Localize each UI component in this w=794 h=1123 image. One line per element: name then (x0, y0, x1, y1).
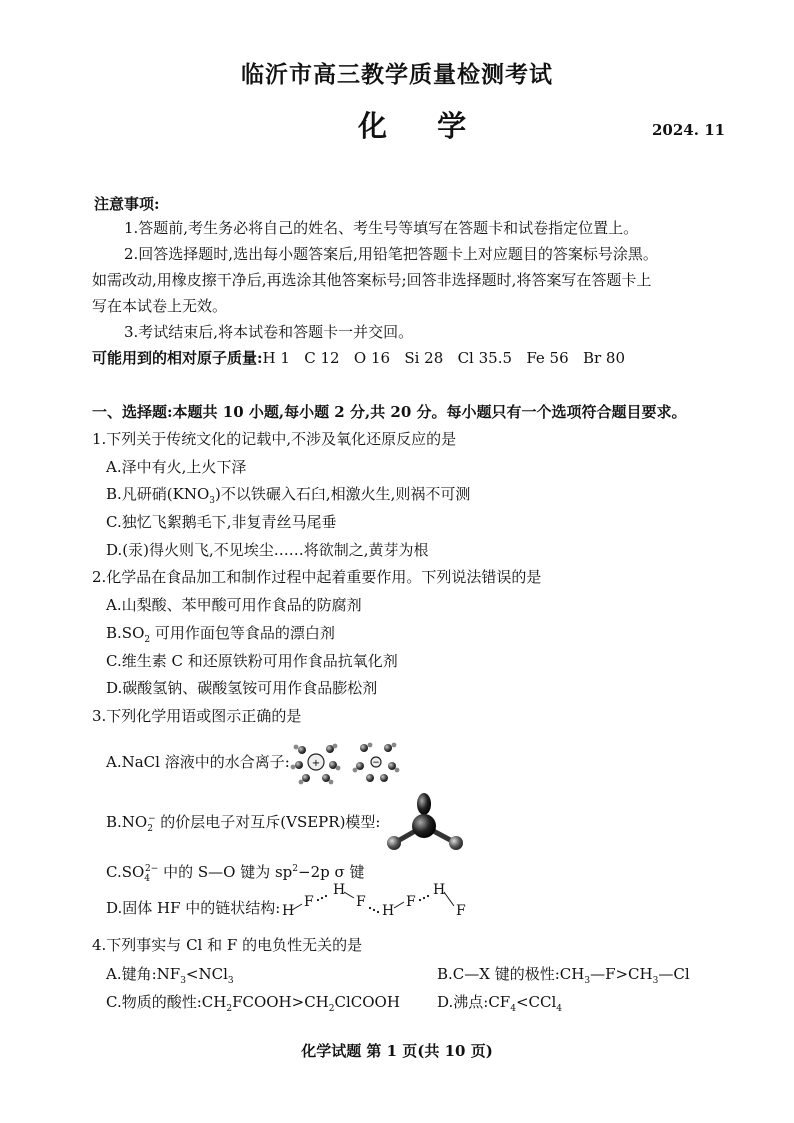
q4-stem: 4.下列事实与 Cl 和 F 的电负性无关的是 (92, 936, 363, 954)
hf-atom: H (382, 903, 395, 919)
atomic-mass-values: H 1 C 12 O 16 Si 28 Cl 35.5 Fe 56 Br 80 (262, 349, 625, 367)
anion-minus-icon: − (372, 758, 380, 768)
atomic-mass-label: 可能用到的相对原子质量: (92, 349, 263, 367)
water-molecule-icon (366, 774, 374, 782)
oxygen-atom-icon (387, 836, 401, 850)
notice-item-2-line-1: 2.回答选择题时,选出每小题答案后,用铅笔把答题卡上对应题目的答案标号涂黑。 (124, 245, 658, 263)
water-molecule-icon (388, 762, 396, 770)
cation-plus-icon: + (311, 758, 321, 769)
q2-option-b: $B.SO_2$ 可用作面包等食品的漂白剂 (106, 624, 335, 645)
page-footer: 化学试题 第 1 页(共 10 页) (301, 1042, 493, 1060)
nitrogen-atom-icon (412, 814, 436, 838)
q1-stem: 1.下列关于传统文化的记载中,不涉及氧化还原反应的是 (92, 430, 457, 448)
water-molecule-icon (360, 744, 368, 752)
vsepr-model-figure (382, 788, 472, 858)
q4-option-d: D.沸点$:CF_4<CCl_4$ (437, 993, 562, 1014)
hf-atom: H (433, 882, 446, 898)
q2-option-d: D.碳酸氢钠、碳酸氢铵可用作食品膨松剂 (106, 679, 378, 697)
q1-option-a: A.泽中有火,上火下泽 (106, 458, 247, 476)
hf-chain-figure (278, 880, 468, 920)
q4-option-b: B.C—X 键的极性$:CH_3—F>CH_3—Cl$ (437, 965, 690, 986)
notice-heading: 注意事项: (94, 195, 160, 213)
water-molecule-icon (322, 774, 330, 782)
q1-option-d: D.(汞)得火则飞,不见埃尘……将欲制之,黄芽为根 (106, 541, 429, 559)
q3-option-c: $C.SO_4^{2-}$ 中的 S—O 键为 $sp^2-2p$ σ 键 (106, 863, 365, 884)
hf-atom: F (304, 894, 314, 910)
notice-item-2-line-3: 写在本试卷上无效。 (92, 297, 228, 315)
notice-item-3: 3.考试结束后,将本试卷和答题卡一并交回。 (124, 323, 414, 341)
q4-option-a: A.键角$:NF_3<NCl_3$ (106, 965, 234, 986)
notice-item-1: 1.答题前,考生务必将自己的姓名、考生号等填写在答题卡和试卷指定位置上。 (124, 219, 639, 237)
atomic-mass-line (92, 348, 625, 368)
q3-stem: 3.下列化学用语或图示正确的是 (92, 707, 302, 725)
hf-atom: F (406, 894, 416, 910)
hf-atom: F (356, 894, 366, 910)
q1-option-c: C.独忆飞絮鹅毛下,非复青丝马尾垂 (106, 513, 337, 531)
water-molecule-icon (302, 774, 310, 782)
hydrated-ion-figure (266, 736, 406, 786)
hf-atom: H (333, 882, 346, 898)
water-molecule-icon (356, 762, 364, 770)
water-molecule-icon (380, 774, 388, 782)
subject-title: 化 学 (358, 109, 487, 143)
q3-option-a: A.NaCl 溶液中的水合离子: (106, 753, 290, 771)
water-molecule-icon (384, 744, 392, 752)
q2-option-a: A.山梨酸、苯甲酸可用作食品的防腐剂 (106, 596, 362, 614)
section-heading: 一、选择题:本题共 10 小题,每小题 2 分,共 20 分。每小题只有一个选项符合题目要求。 (92, 403, 687, 421)
q1-option-b: B.凡研硝$(KNO_3)$不以铁碾入石臼,相激火生,则祸不可测 (106, 485, 471, 506)
oxygen-atom-icon (449, 836, 463, 850)
notice-item-2-line-2: 如需改动,用橡皮擦干净后,再选涂其他答案标号;回答非选择题时,将答案写在答题卡上 (92, 271, 652, 289)
q3-option-d: D.固体 HF 中的链状结构: (106, 899, 281, 917)
exam-title: 临沂市高三教学质量检测考试 (241, 61, 553, 88)
q2-option-c: C.维生素 C 和还原铁粉可用作食品抗氧化剂 (106, 652, 398, 670)
q2-stem: 2.化学品在食品加工和制作过程中起着重要作用。下列说法错误的是 (92, 568, 542, 586)
hf-atom: H (282, 903, 295, 919)
water-molecule-icon (298, 746, 306, 754)
q3-option-b: $B.NO_2^-$ 的价层电子对互斥(VSEPR)模型: (106, 813, 381, 834)
exam-date: 2024. 11 (652, 121, 726, 139)
q4-option-c: C.物质的酸性$:CH_2FCOOH>CH_2ClCOOH$ (106, 993, 400, 1014)
hf-atom: F (456, 903, 466, 919)
lone-pair-icon (417, 793, 431, 815)
water-molecule-icon (295, 761, 303, 769)
